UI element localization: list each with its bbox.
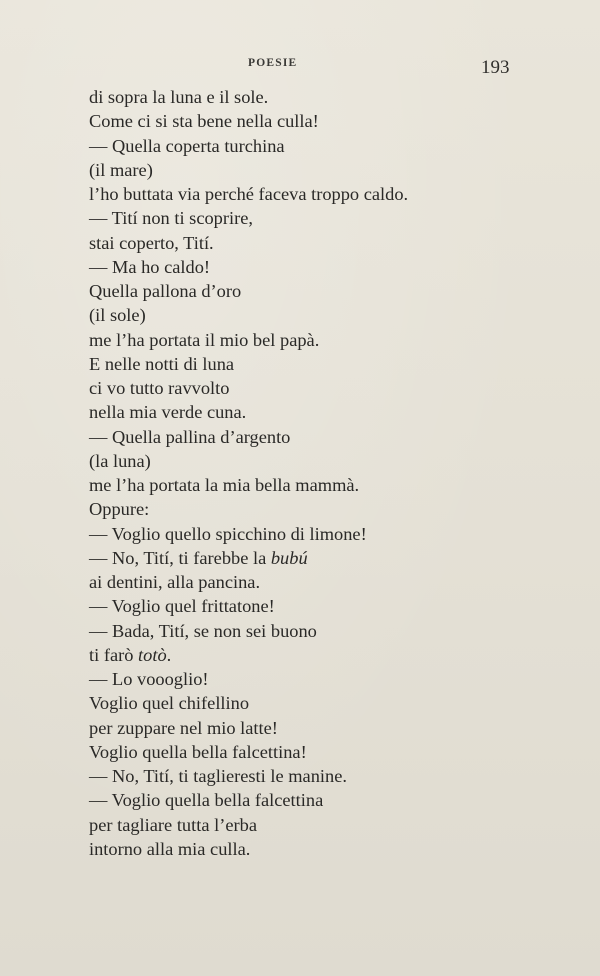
line-text: ai dentini, alla pancina. [89, 572, 261, 592]
page-number: 193 [481, 57, 510, 78]
line-text: l’ho buttata via perché faceva troppo caldo. [89, 184, 409, 204]
poem-line [89, 85, 579, 109]
line-text: . [166, 644, 172, 665]
poem-line [89, 134, 579, 158]
poem-line [89, 376, 579, 400]
line-text: — No, Tití, ti farebbe la [89, 547, 271, 568]
poem-line [89, 158, 579, 182]
poem-line [89, 788, 579, 812]
poem-line [89, 449, 579, 473]
line-text: di sopra la luna e il sole. [89, 87, 269, 107]
poem-line [89, 400, 579, 424]
poem-line [89, 182, 579, 206]
poem-line [89, 109, 579, 133]
line-text: nella mia verde cuna. [89, 402, 247, 423]
running-title: POESIE [248, 57, 298, 69]
poem-line [89, 522, 579, 546]
line-text: — Quella coperta turchina [89, 135, 285, 156]
line-text: per zuppare nel mio latte! [89, 717, 278, 738]
line-text: (la luna) [89, 450, 151, 471]
line-text: — Tití non ti scoprire, [89, 208, 253, 229]
line-text: ti farò [89, 644, 139, 665]
line-text: ci vo tutto ravvolto [89, 378, 230, 398]
line-text: (il mare) [89, 159, 153, 180]
poem-line [89, 206, 579, 230]
poem-line [89, 473, 579, 497]
line-text: me l’ha portata la mia bella mammà. [89, 475, 360, 495]
line-text: Quella pallona d’oro [89, 281, 242, 301]
line-text: me l’ha portata il mio bel papà. [89, 329, 320, 350]
line-text: — Voglio quella bella falcettina [89, 790, 324, 811]
poem-line [89, 667, 579, 691]
line-text: E nelle notti di luna [89, 353, 235, 374]
line-text: — Lo voooglio! [89, 669, 209, 689]
line-text: — Voglio quel frittatone! [89, 596, 275, 617]
poem-line [89, 570, 579, 594]
poem-line [89, 425, 579, 449]
poem-line [89, 303, 579, 327]
poem-line [89, 231, 579, 255]
poem-line [89, 594, 579, 618]
line-text: Come ci si sta bene nella culla! [89, 111, 319, 132]
line-text: Voglio quella bella falcettina! [89, 741, 307, 762]
italic-word: bubú [270, 547, 308, 568]
line-text: intorno alla mia culla. [89, 838, 251, 859]
poem-line [89, 643, 579, 667]
poem-line [89, 837, 579, 861]
poem-line [89, 813, 579, 837]
poem-text [89, 85, 579, 861]
poem-line [89, 546, 579, 570]
poem-line [89, 497, 579, 521]
poem-line [89, 716, 579, 740]
line-text: Oppure: [89, 499, 150, 520]
poem-line [89, 328, 579, 352]
line-text: — No, Tití, ti taglieresti le manine. [89, 766, 347, 786]
poem-line [89, 279, 579, 303]
line-text: per tagliare tutta l’erba [89, 814, 257, 835]
line-text: — Voglio quello spicchino di limone! [89, 523, 367, 544]
line-text: — Quella pallina d’argento [89, 426, 291, 447]
running-head [0, 57, 600, 77]
line-text: — Bada, Tití, se non sei buono [89, 620, 317, 641]
poem-line [89, 691, 579, 715]
line-text: Voglio quel chifellino [89, 693, 250, 714]
poem-line [89, 255, 579, 279]
poem-line [89, 619, 579, 643]
line-text: stai coperto, Tití. [89, 232, 214, 253]
poem-line [89, 352, 579, 376]
italic-word: totò [138, 644, 167, 665]
line-text: (il sole) [89, 305, 146, 326]
poem-line [89, 740, 579, 764]
poem-line [89, 764, 579, 788]
line-text: — Ma ho caldo! [89, 256, 211, 277]
